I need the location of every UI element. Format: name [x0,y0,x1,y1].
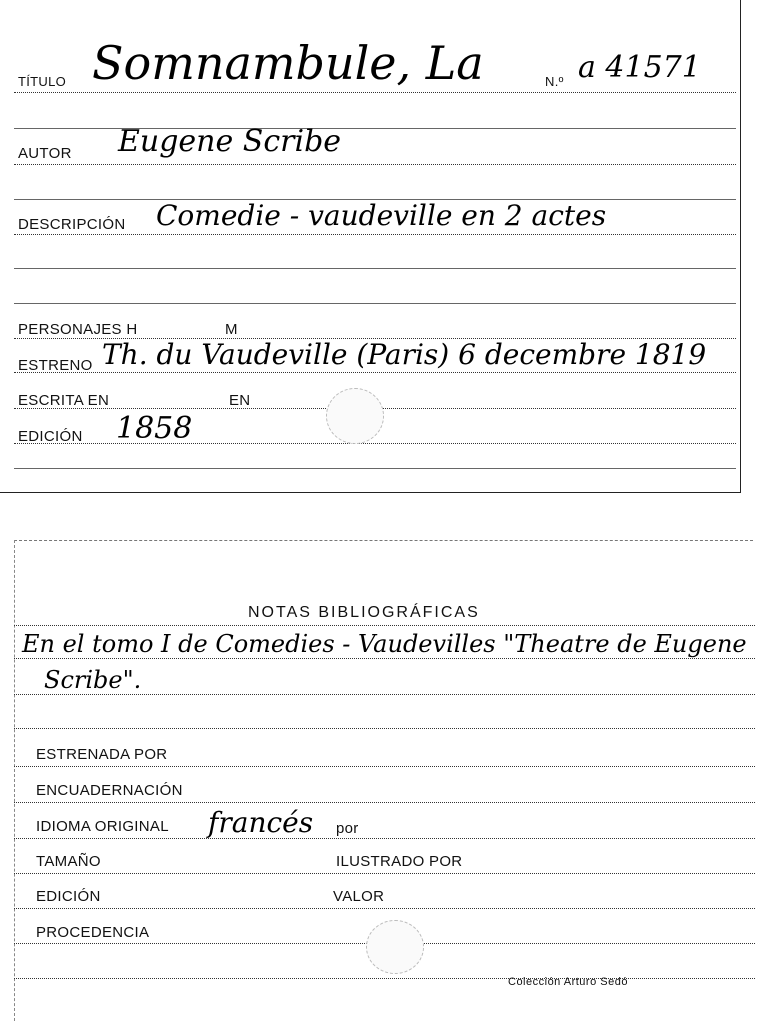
rule-line [14,268,736,269]
personajes-m-label: M [225,321,238,338]
rule-line [14,303,736,304]
en-label: EN [229,392,251,409]
rule-line [14,468,736,469]
rule-line [14,658,755,659]
notes-line-1: En el tomo I de Comedies - Vaudevilles "Theatre de Eugene [22,630,747,658]
encuadernacion-label: ENCUADERNACIÓN [36,782,183,799]
tamano-label: TAMAÑO [36,853,101,870]
notas-heading: NOTAS BIBLIOGRÁFICAS [248,604,480,621]
rule-line [14,873,755,874]
catalog-card-front [0,0,741,493]
titulo-label: TÍTULO [18,74,67,89]
rule-line [14,766,755,767]
autor-label: AUTOR [18,145,72,162]
rule-line [14,625,755,626]
descripcion-value: Comedie - vaudeville en 2 actes [156,199,607,232]
estrenada-por-label: ESTRENADA POR [36,746,168,763]
idioma-original-value: francés [208,806,314,839]
estreno-value: Th. du Vaudeville (Paris) 6 decembre 1819 [102,338,707,371]
rule-line [14,92,736,93]
punch-hole [366,920,424,974]
numero-value: a 41571 [578,50,701,85]
por-label: por [336,820,359,837]
estreno-label: ESTRENO [18,357,93,374]
punch-hole [326,388,384,444]
rule-line [14,372,736,373]
collection-stamp: Colección Arturo Sedó [508,976,628,988]
rule-line [14,802,755,803]
escrita-en-label: ESCRITA EN [18,392,110,409]
notes-line-2: Scribe". [44,666,142,694]
rule-line [14,978,755,979]
autor-value: Eugene Scribe [118,124,342,159]
personajes-h-label: PERSONAJES H [18,321,138,338]
rule-line [14,838,755,839]
valor-label: VALOR [333,888,385,905]
edicion-back-label: EDICIÓN [36,888,101,905]
descripcion-label: DESCRIPCIÓN [18,216,126,233]
rule-line [14,728,755,729]
rule-line [14,164,736,165]
edicion-label: EDICIÓN [18,428,83,445]
idioma-original-label: IDIOMA ORIGINAL [36,818,169,835]
rule-line [14,908,755,909]
procedencia-label: PROCEDENCIA [36,924,150,941]
titulo-value: Somnambule, La [92,36,484,90]
ilustrado-por-label: ILUSTRADO POR [336,853,463,870]
rule-line [14,234,736,235]
edicion-value: 1858 [116,411,193,446]
rule-line [14,694,755,695]
numero-label: N.º [545,74,564,89]
